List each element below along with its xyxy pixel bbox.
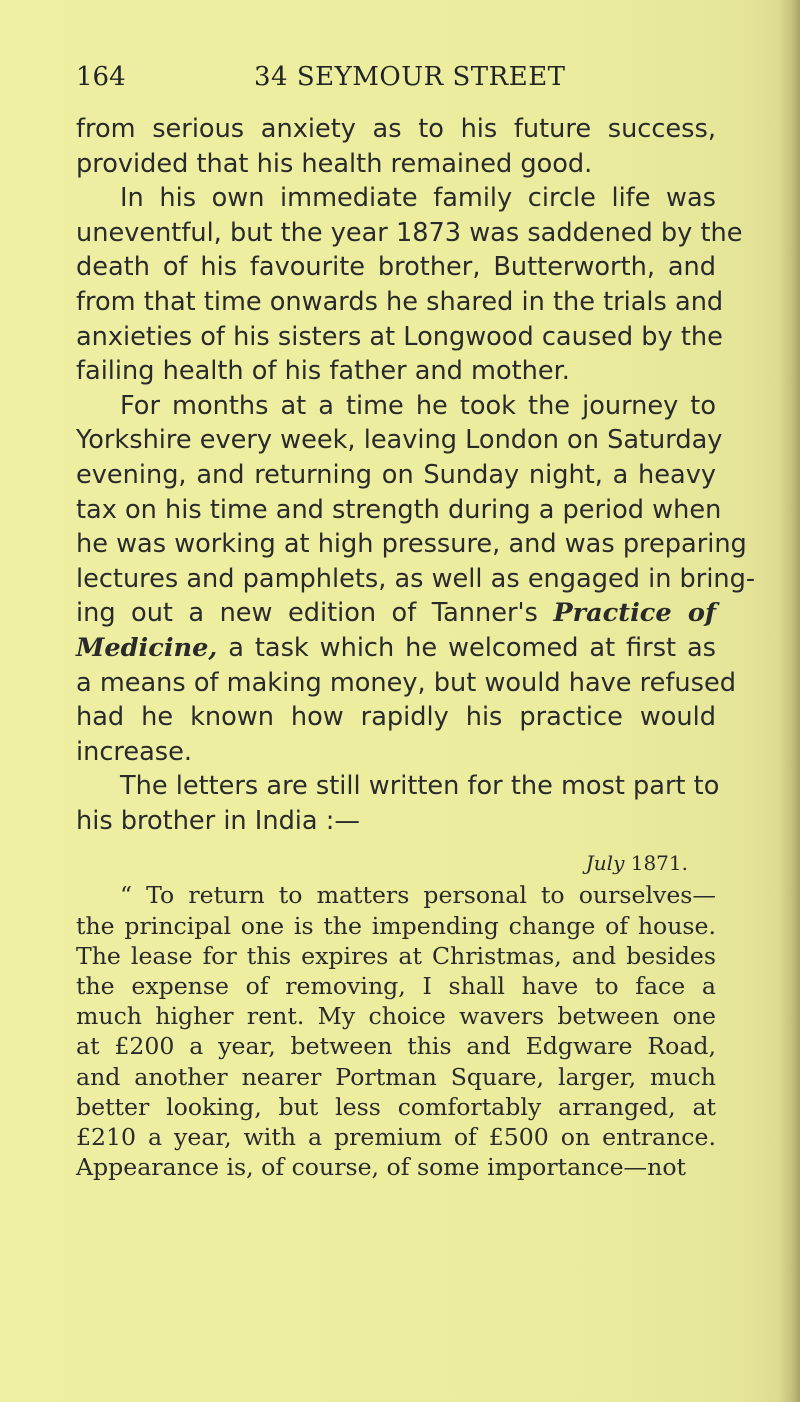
- running-header: [76, 62, 716, 102]
- text-line: Yorkshire every week, leaving London on Saturday: [76, 425, 723, 456]
- text-line: tax on his time and strength during a period when: [76, 494, 722, 525]
- quote-line: £210 a year, with a premium of £500 on entrance.: [76, 1122, 716, 1151]
- text-span: a task which he welcomed at first as: [217, 632, 716, 663]
- quote-line: at £200 a year, between this and Edgware Road,: [76, 1032, 716, 1061]
- quote-line: much higher rent. My choice wavers between one: [76, 1002, 716, 1031]
- text-line: evening, and returning on Sunday night, a heavy: [76, 459, 716, 490]
- text-line: lectures and pamphlets, as well as engaged in bring-: [76, 563, 756, 594]
- text-line: his brother in India :—: [76, 805, 360, 836]
- page-number: 164: [76, 62, 126, 92]
- quote-line: Appearance is, of course, of some importance—not: [76, 1153, 687, 1182]
- text-line: In his own immediate family circle life was: [120, 183, 716, 214]
- body-text: [76, 112, 756, 1182]
- quote-line: the principal one is the impending change of house.: [76, 911, 716, 940]
- text-line: uneventful, but the year 1873 was saddened by the: [76, 217, 743, 248]
- text-line: anxieties of his sisters at Longwood caused by the: [76, 321, 723, 352]
- text-line: from that time onwards he shared in the trials and: [76, 286, 724, 317]
- text-line: had he known how rapidly his practice would: [76, 702, 716, 733]
- quote-line: better looking, but less comfortably arranged, at: [76, 1092, 716, 1121]
- page-edge: [778, 0, 800, 1402]
- text-line: For months at a time he took the journey to: [120, 390, 716, 421]
- letter-date: [76, 846, 716, 880]
- running-title: 34 SEYMOUR STREET: [254, 62, 566, 92]
- book-title-italic: Medicine,: [76, 632, 218, 663]
- date-year: 1871.: [630, 851, 688, 876]
- quote-line: The lease for this expires at Christmas, and besides: [76, 941, 716, 970]
- book-title-italic: Practice of: [553, 598, 716, 629]
- text-line: failing health of his father and mother.: [76, 356, 570, 387]
- text-line: he was working at high pressure, and was preparing: [76, 529, 747, 560]
- text-line: increase.: [76, 736, 193, 767]
- text-line: from serious anxiety as to his future success,: [76, 114, 716, 144]
- letter-quote: [76, 880, 716, 1182]
- text-line: death of his favourite brother, Butterworth, and: [76, 252, 716, 283]
- text-line: a means of making money, but would have refused: [76, 667, 736, 698]
- date-month: July: [585, 851, 625, 876]
- text-line: provided that his health remained good.: [76, 148, 593, 179]
- quote-line: the expense of removing, I shall have to face a: [76, 972, 716, 1001]
- text-span: ing out a new edition of Tanner's: [76, 598, 538, 629]
- text-line: [76, 596, 716, 631]
- quote-line: “ To return to matters personal to ourselves—: [120, 881, 716, 910]
- text-line: The letters are still written for the most part to: [120, 771, 720, 802]
- quote-line: and another nearer Portman Square, larger, much: [76, 1062, 716, 1091]
- text-line: [76, 631, 716, 666]
